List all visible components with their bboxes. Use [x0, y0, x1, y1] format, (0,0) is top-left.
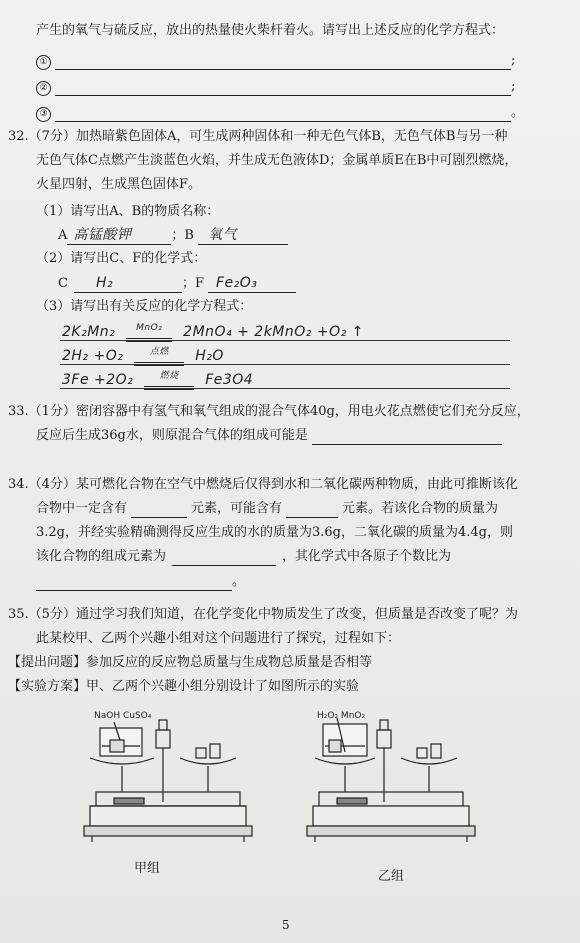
- q34-line-1: 34.（4分）某可燃化合物在空气中燃烧后仅得到水和二氧化碳两种物质，由此可推断该化: [8, 477, 518, 492]
- end-2: ;: [511, 79, 516, 94]
- q35-line-4: 【实验方案】甲、乙两个兴趣小组分别设计了如图所示的实验: [8, 679, 360, 694]
- marker-3: ③: [36, 107, 51, 122]
- q34-blank-3[interactable]: [172, 551, 276, 566]
- eq2-arrow: [134, 341, 184, 366]
- balance-left: [84, 711, 252, 842]
- q32-sub3: （3）请写出有关反应的化学方程式：: [36, 299, 253, 314]
- eq-rule-2: [60, 364, 510, 365]
- eq-rule-1: [60, 340, 510, 341]
- answer-line-3: [36, 104, 524, 122]
- blank-2[interactable]: [55, 81, 511, 96]
- eq1-arrow: [126, 317, 172, 342]
- q33-line-2: [36, 427, 502, 445]
- q34-text-d: 该化合物的组成元素为: [36, 549, 167, 564]
- eq2-right: H₂O: [195, 348, 224, 364]
- q34-blank-4[interactable]: [36, 576, 232, 591]
- eq1-right: 2MnO₄ + 2kMnO₂ +O₂ ↑: [183, 324, 364, 340]
- eq1-left: 2K₂Mn₂: [62, 324, 116, 340]
- f-answer: Fe₂O₃: [208, 274, 296, 293]
- q33-text: 反应后生成36g水，则原混合气体的组成可能是: [36, 428, 308, 443]
- q35-line-3: 【提出问题】参加反应的反应物总质量与生成物总质量是否相等: [8, 655, 373, 670]
- q32-sub2: （2）请写出C、F的化学式：: [36, 251, 207, 266]
- q34-line-3: 3.2g，并经实验精确测得反应生成的水的质量为3.6g，二氧化碳的质量为4.4g，则: [36, 525, 513, 540]
- q34-line-2: [36, 500, 498, 518]
- q32-cf-row: [58, 274, 296, 293]
- q34-text-b: 元素，可能含有: [191, 501, 283, 516]
- end-1: ;: [511, 53, 516, 68]
- c-answer: H₂: [74, 274, 182, 293]
- q33-line-1: 33.（1分）密闭容器中有氢气和氧气组成的混合气体40g，用电火花点燃使它们充分反应，: [8, 404, 530, 419]
- marker-1: ①: [36, 55, 51, 70]
- a-label: A: [58, 228, 68, 243]
- eq2-left: 2H₂ +O₂: [62, 348, 124, 364]
- eq3-left: 3Fe +2O₂: [62, 372, 134, 388]
- q32-ab-row: [58, 226, 288, 245]
- answer-line-2: [36, 78, 515, 96]
- page-number: 5: [282, 918, 290, 932]
- q34-text-c: 元素。若该化合物的质量为: [342, 501, 499, 516]
- equation-3: [62, 371, 502, 396]
- equation-2: [62, 347, 502, 372]
- q34-text-a: 合物中一定含有: [36, 501, 128, 516]
- marker-2: ②: [36, 81, 51, 96]
- q33-blank[interactable]: [312, 430, 502, 445]
- eq3-arrow: [144, 365, 194, 390]
- b-answer: 氧气: [198, 226, 288, 245]
- eq3-condition: 燃烧: [159, 371, 179, 381]
- balance-right: [307, 711, 475, 842]
- q34-line-4: [36, 548, 451, 566]
- intro-line: 产生的氧气与硫反应，放出的热量使火柴杆着火。请写出上述反应的化学方程式：: [36, 23, 505, 38]
- caption-left: 甲组: [134, 861, 161, 876]
- end-3: 。: [511, 105, 525, 120]
- q34-blank-2[interactable]: [286, 503, 338, 518]
- experiment-figures: [80, 700, 500, 900]
- q32-line-3: 火星四射，生成黑色固体F。: [36, 177, 202, 192]
- answer-line-1: [36, 52, 515, 70]
- q34-end: 。: [232, 574, 246, 589]
- b-label: ；B: [171, 228, 194, 243]
- eq3-right: Fe3O4: [205, 372, 254, 388]
- equation-1: [62, 323, 502, 348]
- right-reagents: H₂O₂ MnO₂: [317, 711, 366, 721]
- c-label: C: [58, 276, 68, 291]
- q35-line-1: 35.（5分）通过学习我们知道，在化学变化中物质发生了改变，但质量是否改变了呢？为: [8, 607, 518, 622]
- a-answer: 高锰酸钾: [67, 226, 171, 245]
- left-reagents: NaOH CuSO₄: [94, 711, 152, 721]
- blank-3[interactable]: [55, 107, 511, 122]
- eq1-condition: MnO₂: [136, 323, 163, 333]
- q34-blank-1[interactable]: [131, 503, 187, 518]
- f-label: ；F: [181, 276, 204, 291]
- q34-text-e: ，其化学式中各原子个数比为: [282, 549, 452, 564]
- q32-line-2: 无色气体C点燃产生淡蓝色火焰，并生成无色液体D；金属单质E在B中可剧烈燃烧，: [36, 153, 518, 168]
- q32-sub1: （1）请写出A、B的物质名称：: [36, 204, 220, 219]
- q32-line-1: 32.（7分）加热暗紫色固体A，可生成两种固体和一种无色气体B，无色气体B与另一种: [8, 129, 508, 144]
- q35-line-2: 此某校甲、乙两个兴趣小组对这个问题进行了探究，过程如下：: [36, 631, 401, 646]
- eq-rule-3: [60, 388, 510, 389]
- blank-1[interactable]: [55, 55, 511, 70]
- caption-right: 乙组: [378, 869, 405, 884]
- eq2-condition: 点燃: [149, 347, 169, 357]
- q34-line-5: [36, 573, 245, 591]
